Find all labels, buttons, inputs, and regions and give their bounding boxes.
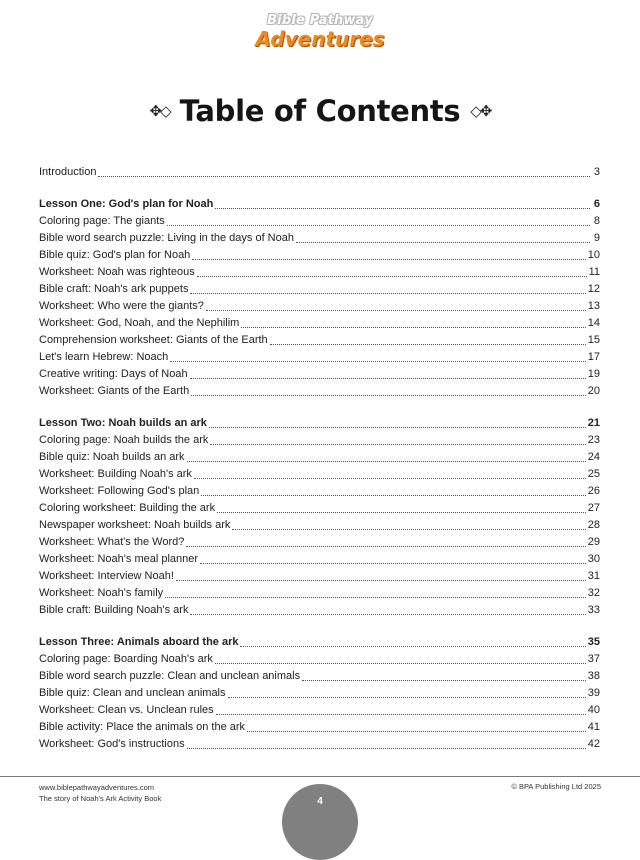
- toc-entry[interactable]: [39, 668, 600, 685]
- toc-entry-page: 38: [587, 670, 600, 682]
- toc-entry-page: 37: [587, 653, 600, 665]
- toc-entry-label: Worksheet: Interview Noah!: [39, 570, 174, 582]
- dot-leader: [190, 602, 585, 615]
- dot-leader: [192, 247, 585, 260]
- toc-entry[interactable]: [39, 247, 600, 264]
- toc-lesson-heading-one[interactable]: [39, 196, 600, 213]
- toc-entry-label: Worksheet: God's instructions: [39, 738, 185, 750]
- toc-entry-label: Worksheet: Clean vs. Unclean rules: [39, 704, 214, 716]
- toc-entry-page: 27: [587, 502, 600, 514]
- dot-leader: [197, 264, 587, 277]
- toc-entry-page: 32: [587, 587, 600, 599]
- toc-entry-page: 20: [587, 385, 600, 397]
- toc-entry-page: 25: [587, 468, 600, 480]
- toc-entry[interactable]: [39, 383, 600, 400]
- dot-leader: [201, 483, 585, 496]
- toc-entry-page: 13: [587, 300, 600, 312]
- logo-line-top: Bible Pathway: [267, 13, 373, 28]
- dot-leader: [209, 415, 586, 428]
- dot-leader: [232, 517, 585, 530]
- toc-entry[interactable]: [39, 432, 600, 449]
- footer-left: [39, 782, 161, 804]
- toc-entry[interactable]: [39, 551, 600, 568]
- dot-leader: [187, 449, 586, 462]
- ornament-left-icon: ✥◇: [149, 103, 170, 120]
- dot-leader: [187, 736, 586, 749]
- toc-entry-label: Worksheet: Building Noah's ark: [39, 468, 192, 480]
- toc-entry-page: 15: [587, 334, 600, 346]
- toc-entry[interactable]: [39, 281, 600, 298]
- logo-line-bottom: Adventures: [255, 27, 385, 51]
- toc-entry-label: Bible quiz: Clean and unclean animals: [39, 687, 226, 699]
- dot-leader: [215, 196, 590, 209]
- toc-entry-page: 28: [587, 519, 600, 531]
- toc-entry-page: 3: [593, 166, 600, 178]
- ornament-right-icon: ◇✥: [470, 103, 491, 120]
- toc-entry-label: Bible craft: Building Noah's ark: [39, 604, 189, 616]
- toc-entry[interactable]: [39, 651, 600, 668]
- dot-leader: [190, 281, 585, 294]
- toc-entry[interactable]: [39, 213, 600, 230]
- dot-leader: [206, 298, 586, 311]
- toc-entry-page: 41: [587, 721, 600, 733]
- dot-leader: [210, 432, 585, 445]
- toc-entry[interactable]: [39, 585, 600, 602]
- toc-entry-page: 40: [587, 704, 600, 716]
- toc-entry[interactable]: [39, 602, 600, 619]
- toc-entry-page: 8: [593, 215, 600, 227]
- toc-entry-page: 9: [593, 232, 600, 244]
- toc-entry-label: Let's learn Hebrew: Noach: [39, 351, 169, 363]
- toc-entry-label: Worksheet: Noah's family: [39, 587, 164, 599]
- dot-leader: [217, 500, 586, 513]
- toc-entry-label: Bible quiz: God's plan for Noah: [39, 249, 191, 261]
- toc-entry[interactable]: [39, 230, 600, 247]
- toc-entry-label: Comprehension worksheet: Giants of the Earth: [39, 334, 268, 346]
- toc-entry-label: Worksheet: Giants of the Earth: [39, 385, 190, 397]
- toc-entry-page: 33: [587, 604, 600, 616]
- toc-entry-label: Worksheet: God, Noah, and the Nephilim: [39, 317, 240, 329]
- toc-entry-page: 10: [587, 249, 600, 261]
- toc-entry[interactable]: [39, 449, 600, 466]
- toc-entry-page: 31: [587, 570, 600, 582]
- toc-entry-label: Worksheet: Noah was righteous: [39, 266, 195, 278]
- toc-entry-label: Worksheet: Following God's plan: [39, 485, 200, 497]
- toc-entry-page: 19: [587, 368, 600, 380]
- section-spacer: [39, 400, 600, 415]
- footer-divider: [0, 776, 640, 777]
- toc-entry-page: 24: [587, 451, 600, 463]
- toc-entry[interactable]: [39, 483, 600, 500]
- page-number: 4: [317, 796, 323, 807]
- dot-leader: [191, 383, 586, 396]
- toc-entry-page: 29: [587, 536, 600, 548]
- toc-heading-label: Lesson One: God's plan for Noah: [39, 198, 214, 210]
- dot-leader: [186, 534, 585, 547]
- toc-entry[interactable]: [39, 702, 600, 719]
- toc-entry[interactable]: [39, 685, 600, 702]
- toc-entry-label: Bible word search puzzle: Clean and unclean animals: [39, 670, 301, 682]
- toc-entry[interactable]: [39, 534, 600, 551]
- toc-entry-page: 14: [587, 317, 600, 329]
- toc-entry-label: Bible quiz: Noah builds an ark: [39, 451, 185, 463]
- toc-entry-page: 26: [587, 485, 600, 497]
- dot-leader: [190, 366, 586, 379]
- toc-entry[interactable]: [39, 264, 600, 281]
- toc-entry-label: Introduction: [39, 166, 97, 178]
- dot-leader: [165, 585, 586, 598]
- toc-heading-page: 21: [587, 417, 600, 429]
- dot-leader: [194, 466, 586, 479]
- page-title: Table of Contents: [179, 94, 461, 128]
- toc-heading-page: 35: [587, 636, 600, 648]
- toc-entry-label: Coloring page: The giants: [39, 215, 165, 227]
- toc-entry[interactable]: [39, 517, 600, 534]
- toc-entry-page: 11: [588, 266, 600, 278]
- dot-leader: [176, 568, 586, 581]
- toc-entry[interactable]: [39, 298, 600, 315]
- toc-entry-label: Coloring page: Noah builds the ark: [39, 434, 209, 446]
- toc-entry-label: Bible activity: Place the animals on the ark: [39, 721, 246, 733]
- toc-entry[interactable]: [39, 349, 600, 366]
- footer-book-title: The story of Noah's Ark Activity Book: [39, 794, 162, 803]
- footer-copyright: © BPA Publishing Ltd 2025: [511, 782, 601, 791]
- table-of-contents: [39, 164, 600, 753]
- toc-lesson-heading-three[interactable]: [39, 634, 600, 651]
- toc-entry[interactable]: [39, 500, 600, 517]
- dot-leader: [170, 349, 585, 362]
- toc-entry-label: Bible word search puzzle: Living in the days of Noah: [39, 232, 294, 244]
- toc-entry-page: 12: [587, 283, 600, 295]
- logo: [0, 14, 640, 50]
- dot-leader: [240, 634, 585, 647]
- toc-entry[interactable]: [39, 736, 600, 753]
- toc-entry[interactable]: [39, 466, 600, 483]
- dot-leader: [302, 668, 586, 681]
- toc-entry-page: 39: [587, 687, 600, 699]
- toc-entry-page: 17: [587, 351, 600, 363]
- toc-entry-page: 30: [587, 553, 600, 565]
- toc-entry-label: Creative writing: Days of Noah: [39, 368, 188, 380]
- toc-entry-label: Coloring worksheet: Building the ark: [39, 502, 216, 514]
- dot-leader: [215, 651, 586, 664]
- toc-entry[interactable]: [39, 568, 600, 585]
- dot-leader: [216, 702, 586, 715]
- dot-leader: [98, 164, 590, 177]
- toc-entry-page: 23: [587, 434, 600, 446]
- toc-heading-label: Lesson Three: Animals aboard the ark: [39, 636, 239, 648]
- toc-entry-introduction[interactable]: [39, 164, 600, 181]
- lesson-one-items: [39, 213, 600, 400]
- toc-entry-label: Coloring page: Boarding Noah's ark: [39, 653, 213, 665]
- toc-entry-page: 42: [587, 738, 600, 750]
- dot-leader: [270, 332, 586, 345]
- dot-leader: [247, 719, 586, 732]
- toc-entry-label: Worksheet: What's the Word?: [39, 536, 185, 548]
- toc-entry-label: Newspaper worksheet: Noah builds ark: [39, 519, 231, 531]
- toc-entry-label: Worksheet: Who were the giants?: [39, 300, 204, 312]
- toc-entry-label: Bible craft: Noah's ark puppets: [39, 283, 189, 295]
- title-row: [0, 94, 640, 128]
- section-spacer: [39, 181, 600, 196]
- toc-entry[interactable]: [39, 719, 600, 736]
- toc-entry-label: Worksheet: Noah's meal planner: [39, 553, 199, 565]
- dot-leader: [167, 213, 590, 226]
- toc-lesson-heading-two[interactable]: [39, 415, 600, 432]
- toc-heading-label: Lesson Two: Noah builds an ark: [39, 417, 207, 429]
- dot-leader: [228, 685, 586, 698]
- toc-heading-page: 6: [593, 198, 600, 210]
- dot-leader: [200, 551, 586, 564]
- section-spacer: [39, 619, 600, 634]
- lesson-three-items: [39, 651, 600, 753]
- dot-leader: [241, 315, 585, 328]
- toc-entry[interactable]: [39, 332, 600, 349]
- dot-leader: [296, 230, 590, 243]
- toc-entry[interactable]: [39, 315, 600, 332]
- toc-entry[interactable]: [39, 366, 600, 383]
- footer-website[interactable]: www.biblepathwayadventures.com: [39, 783, 155, 792]
- lesson-two-items: [39, 432, 600, 619]
